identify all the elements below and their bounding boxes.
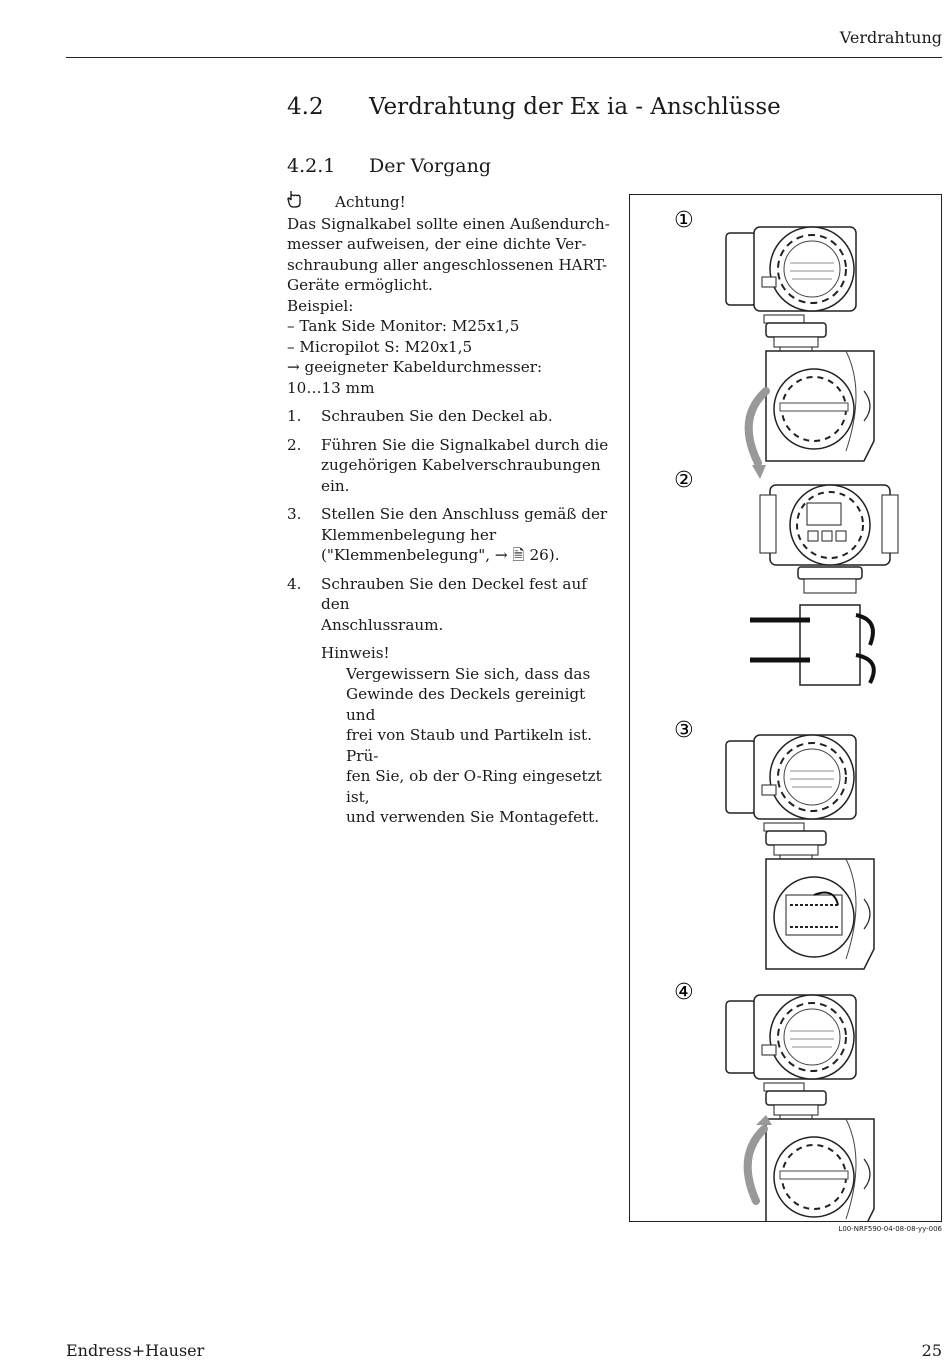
section-number: 4.2 <box>287 94 324 120</box>
step-line: Stellen Sie den Anschluss gemäß der <box>321 505 608 523</box>
step-item <box>287 504 617 566</box>
step-item <box>287 406 617 427</box>
caution-text <box>287 214 617 399</box>
subsection-title: Der Vorgang <box>369 155 491 177</box>
header-rule <box>66 57 942 58</box>
hint-line: und verwenden Sie Montagefett. <box>346 808 600 826</box>
caution-line: – Micropilot S: M20x1,5 <box>287 337 473 356</box>
step-line: zugehörigen Kabelverschraubungen <box>321 456 601 474</box>
device-illustration <box>630 195 941 1221</box>
step-line: Klemmenbelegung her <box>321 525 497 544</box>
step-line: Führen Sie die Signalkabel durch die <box>321 435 609 454</box>
caution-line: Das Signalkabel sollte einen Außendurch- <box>287 214 610 233</box>
step-number: 2. <box>287 435 302 454</box>
step-marker-2: ② <box>674 468 694 493</box>
pointing-hand-icon <box>287 190 335 214</box>
step-marker-4: ④ <box>674 980 694 1005</box>
hint-block <box>321 643 617 828</box>
hint-text <box>346 664 617 828</box>
step-list <box>287 406 617 635</box>
step-number: 1. <box>287 407 302 425</box>
hint-line: fen Sie, ob der O-Ring eingesetzt ist, <box>346 767 602 806</box>
hint-label: Hinweis! <box>321 644 390 662</box>
caution-line: Geräte ermöglicht. <box>287 276 433 294</box>
step-number: 4. <box>287 574 302 593</box>
running-header: Verdrahtung <box>839 28 942 47</box>
section-heading <box>287 94 781 120</box>
hint-line: frei von Staub und Partikeln ist. Prü- <box>346 726 592 765</box>
page-number: 25 <box>921 1341 942 1360</box>
hint-line: Vergewissern Sie sich, dass das <box>346 664 591 683</box>
step-text <box>321 504 607 566</box>
step-marker-1: ① <box>674 208 694 233</box>
step-text <box>321 574 617 636</box>
figure-code: L00-NRF590-04-08-08-yy-006 <box>838 1225 942 1233</box>
wiring-figure <box>629 194 942 1222</box>
caution-line: → geeigneter Kabeldurchmesser: <box>287 358 543 376</box>
text-column <box>287 190 617 828</box>
footer-brand: Endress+Hauser <box>66 1341 205 1360</box>
caution-label: Achtung! <box>335 192 406 211</box>
step-item <box>287 435 617 497</box>
caution-line: 10…13 mm <box>287 378 375 397</box>
hint-line: Gewinde des Deckels gereinigt und <box>346 685 586 724</box>
step-line: Schrauben Sie den Deckel ab. <box>321 407 553 425</box>
subsection-heading <box>287 155 491 177</box>
caution-line: Beispiel: <box>287 296 354 315</box>
step-marker-3: ③ <box>674 718 694 743</box>
caution-line: messer aufweisen, der eine dichte Ver- <box>287 235 587 253</box>
caution-heading <box>287 190 617 214</box>
step-line: Anschlussraum. <box>321 615 444 634</box>
step-line: Schrauben Sie den Deckel fest auf den <box>321 574 587 613</box>
step-line: ("Klemmenbelegung", → 🗎 26). <box>321 546 560 564</box>
caution-line: schraubung aller angeschlossenen HART- <box>287 255 608 274</box>
section-title: Verdrahtung der Ex ia - Anschlüsse <box>369 94 781 120</box>
step-number: 3. <box>287 505 302 523</box>
caution-line: – Tank Side Monitor: M25x1,5 <box>287 317 520 335</box>
step-text <box>321 406 553 427</box>
step-text <box>321 435 608 497</box>
subsection-number: 4.2.1 <box>287 155 336 177</box>
step-line: ein. <box>321 476 350 495</box>
step-item <box>287 574 617 636</box>
